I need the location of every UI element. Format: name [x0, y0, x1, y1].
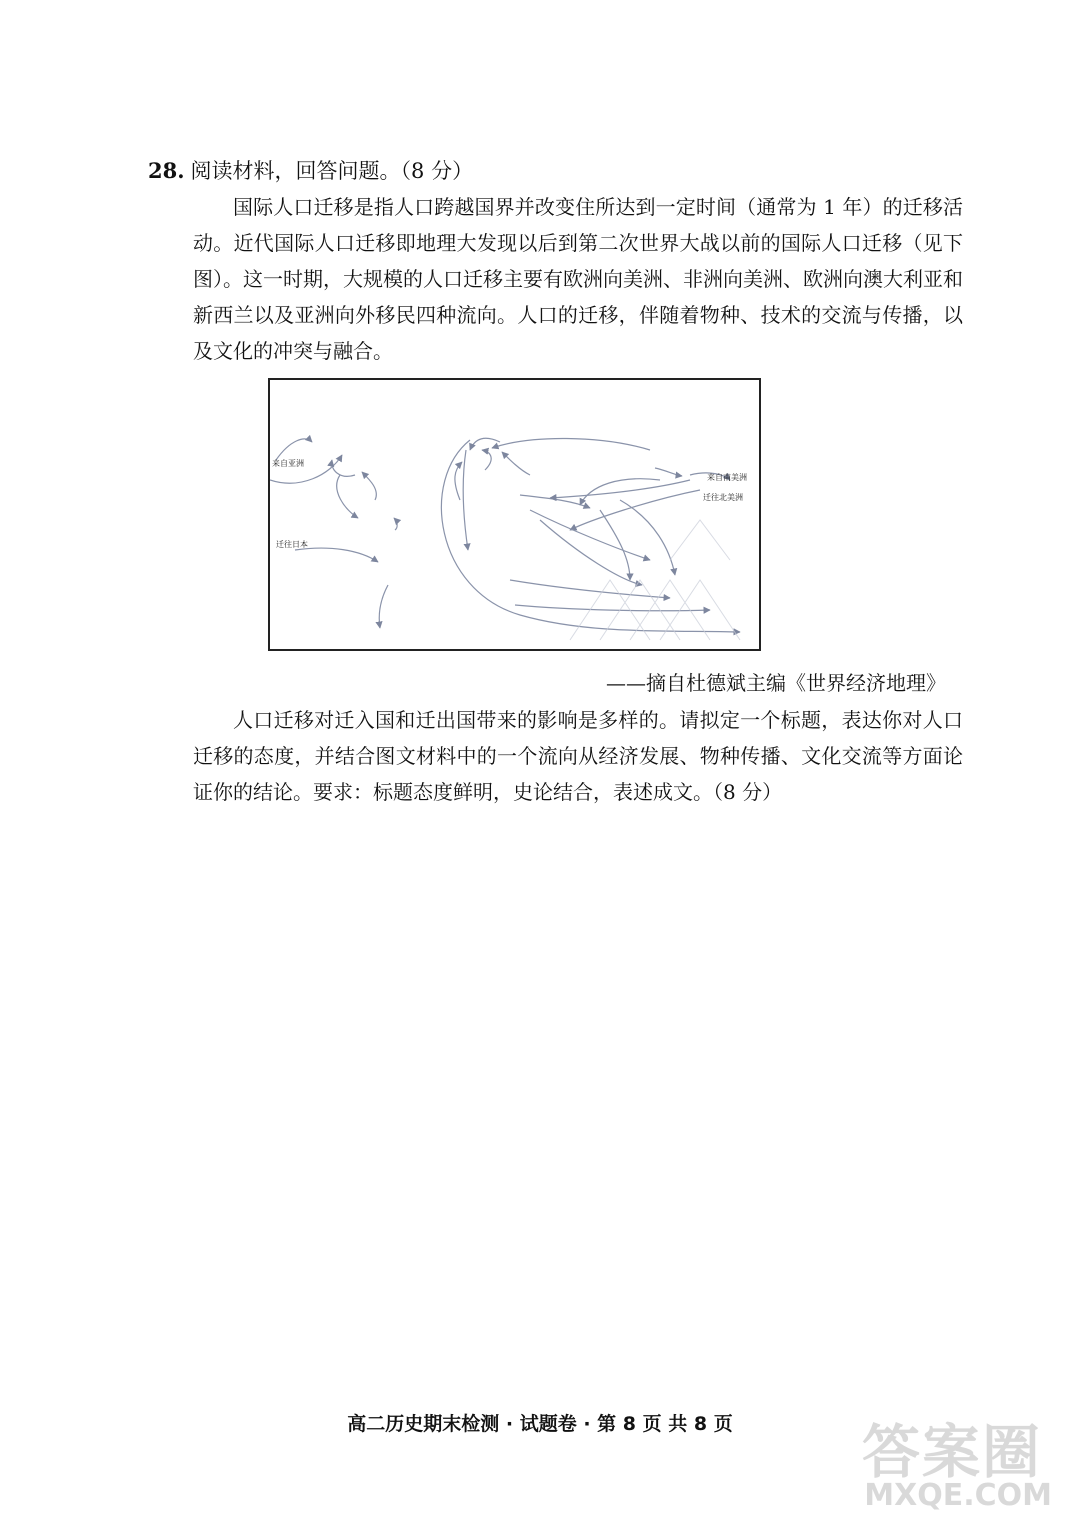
migration-map — [268, 378, 761, 651]
map-label-from-asia: 来自亚洲 — [272, 459, 304, 468]
site-watermark — [822, 1405, 1052, 1513]
page-footer: 高二历史期末检测 · 试题卷 · 第 8 页 共 8 页 — [347, 1413, 733, 1435]
question-number: 28. — [148, 158, 185, 183]
arrow — [655, 468, 682, 476]
arrow — [600, 510, 630, 580]
source-citation: ——摘自杜德斌主编《世界经济地理》 — [606, 671, 946, 695]
map-label-to-japan: 迁往日本 — [276, 540, 308, 549]
material-paragraph: 国际人口迁移是指人口跨越国界并改变住所达到一定时间（通常为 1 年）的迁移活动。近代国际人口迁移即地理大发现以后到第二次世界大战以前的国际人口迁移（见下图）。这一时期，大规模的人口迁移主要有欧洲向美洲、非洲向美洲、欧洲向澳大利亚和新西兰以及亚洲向外移民四种流向。人口的迁移，伴随着物种、技术的交流与传播，以及文化的冲突与融合。 — [193, 195, 963, 363]
arrow — [463, 450, 468, 550]
arrow — [515, 605, 710, 611]
map-label-to-north-america: 迁往北美洲 — [703, 493, 743, 502]
arrow — [550, 480, 690, 498]
arrow — [295, 548, 378, 562]
arrow — [455, 462, 462, 500]
arrow — [520, 495, 590, 508]
watermark-cn: 答案圈 — [861, 1418, 1042, 1486]
arrow — [379, 585, 388, 628]
arrow — [362, 472, 376, 500]
question-heading — [148, 153, 473, 189]
arrow — [540, 520, 642, 585]
arrow — [530, 510, 650, 560]
arrow — [332, 460, 355, 476]
migration-arrows — [270, 380, 759, 649]
arrow — [502, 452, 530, 475]
arrow — [337, 475, 358, 518]
question-prompt: 阅读材料，回答问题。（8 分） — [190, 159, 474, 183]
map-label-from-south-america: 来自南美洲 — [707, 473, 747, 482]
watermark-en: MXQE.COM — [864, 1478, 1052, 1513]
arrow — [470, 438, 500, 450]
arrow — [394, 518, 397, 530]
arrow — [482, 450, 491, 470]
arrow — [492, 438, 650, 450]
task-paragraph: 人口迁移对迁入国和迁出国带来的影响是多样的。请拟定一个标题，表达你对人口迁移的态度，并结合图文材料中的一个流向从经济发展、物种传播、文化交流等方面论证你的结论。要求：标题态度鲜明，史论结合，表述成文。（8 分） — [193, 708, 963, 804]
arrow — [276, 439, 312, 460]
